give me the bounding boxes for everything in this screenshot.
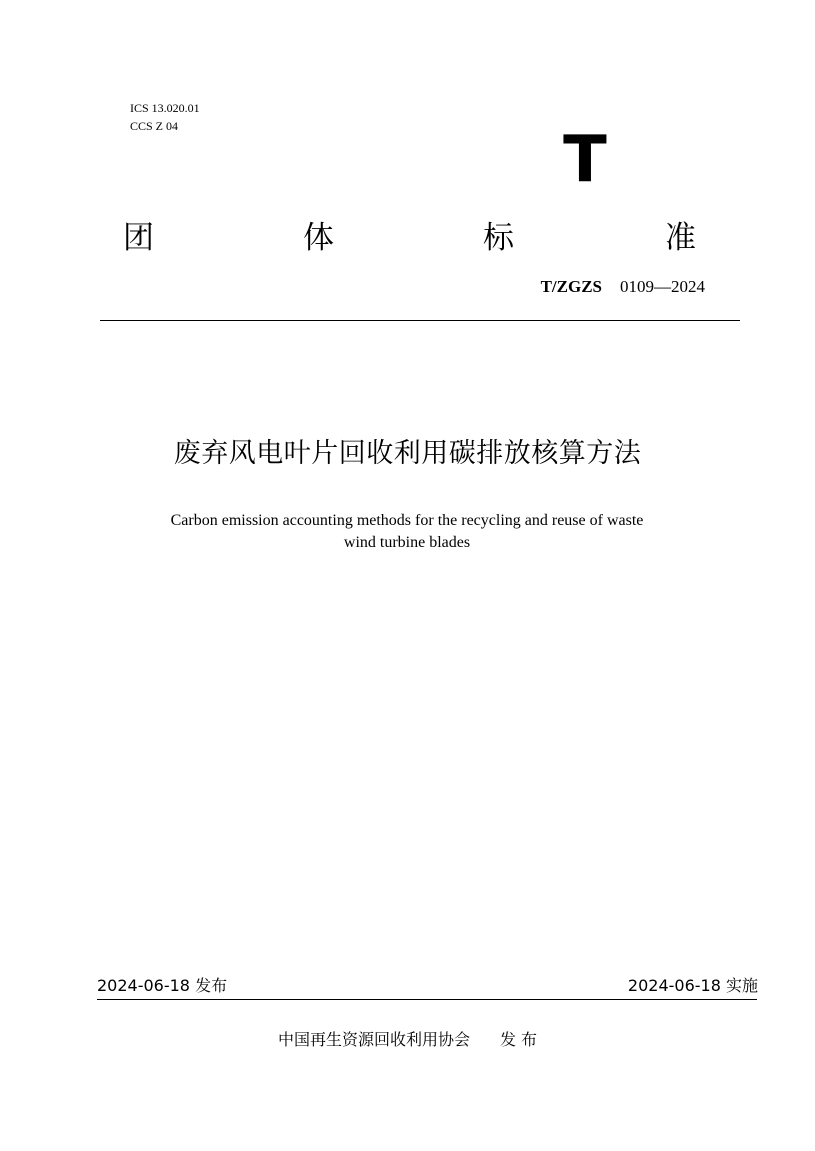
issuing-organization <box>0 1029 815 1051</box>
category-char-4: 准 <box>665 220 696 256</box>
standard-category <box>123 219 698 259</box>
category-char-2: 体 <box>303 220 334 256</box>
standard-code: T/ZGZS <box>540 277 602 296</box>
ccs-code: CCS Z 04 <box>130 119 179 133</box>
english-title <box>107 510 707 554</box>
publish-date: 2024-06-18 发布 <box>97 976 228 995</box>
chinese-title: 废弃风电叶片回收利用碳排放核算方法 <box>173 438 642 469</box>
standard-number <box>541 276 705 298</box>
standard-type-logo: T <box>563 123 607 197</box>
ics-code: ICS 13.020.01 <box>130 101 200 115</box>
issue-label: 发 布 <box>499 1030 538 1049</box>
standard-serial: 0109—2024 <box>620 277 705 296</box>
footer-divider <box>97 999 757 1000</box>
english-title-line-2: wind turbine blades <box>343 534 471 551</box>
issuer-name: 中国再生资源回收利用协会 <box>277 1030 470 1049</box>
category-char-1: 团 <box>123 220 154 256</box>
implement-date: 2024-06-18 实施 <box>627 976 758 995</box>
header-divider <box>100 320 740 321</box>
category-char-3: 标 <box>483 220 514 256</box>
english-title-line-1: Carbon emission accounting methods for the recycling and reuse of waste <box>170 512 644 529</box>
